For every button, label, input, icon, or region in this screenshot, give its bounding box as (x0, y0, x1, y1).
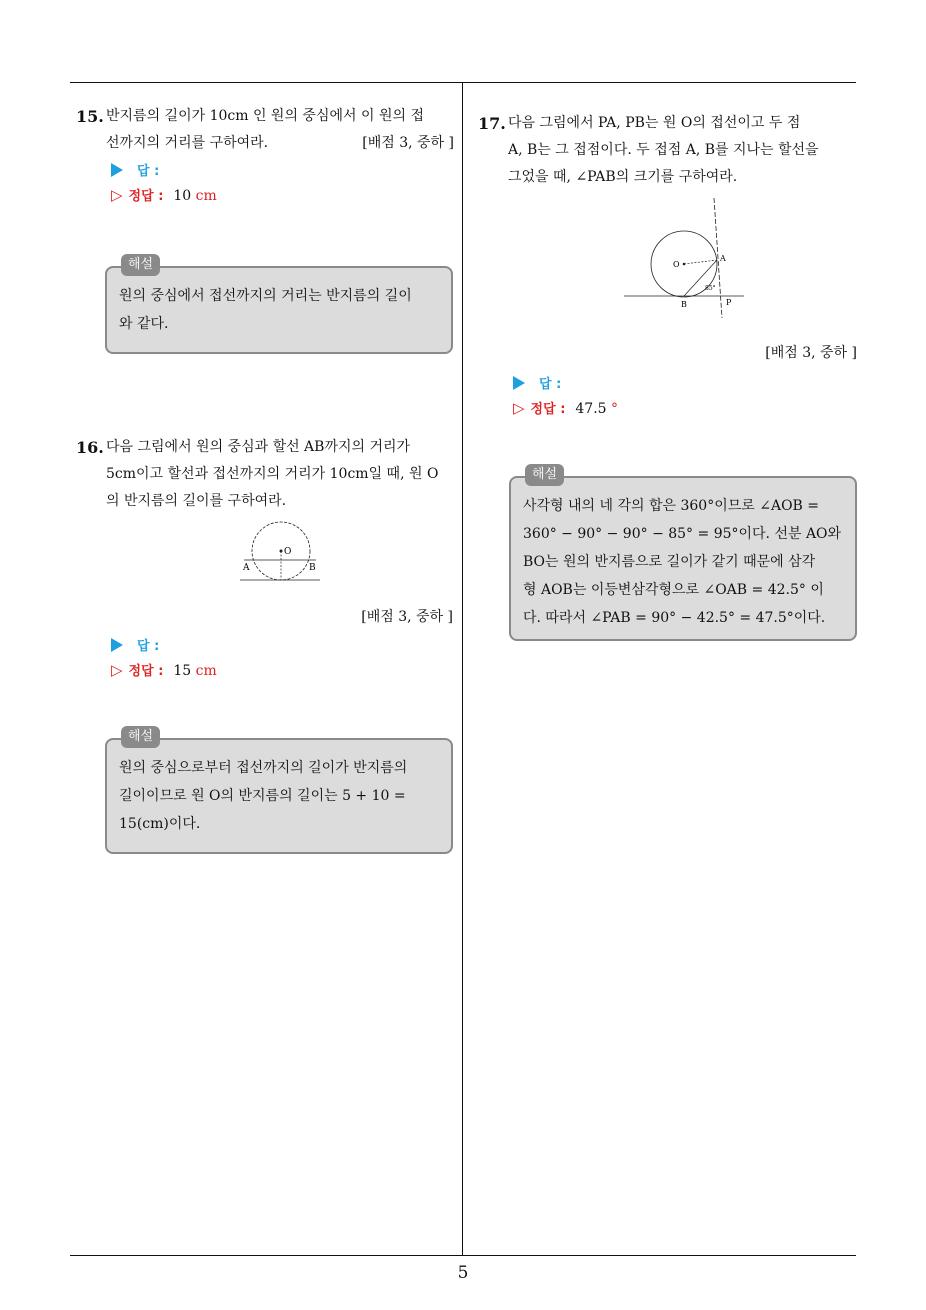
answer-value: 47.5 (575, 401, 607, 417)
solution-line: 형 AOB는 이등변삼각형으로 ∠OAB = 42.5° 이 (523, 582, 824, 598)
score-label: [배점 3, 중하 ] (361, 609, 453, 625)
solution-tag: 해설 (525, 464, 564, 486)
correct-label: 정답 : (530, 402, 566, 417)
label-o: O (673, 260, 680, 269)
triangle-outline-icon: ▷ (513, 399, 525, 417)
center-point (683, 263, 686, 266)
page-number: 5 (457, 1263, 469, 1283)
problem-number: 17. (478, 114, 506, 133)
solution-line: 길이이므로 원 O의 반지름의 길이는 5 + 10 = (119, 788, 406, 804)
solution-line: 다. 따라서 ∠PAB = 90° − 42.5° = 47.5°이다. (523, 610, 826, 626)
solution-line: 원의 중심으로부터 접선까지의 길이가 반지름의 (119, 760, 408, 776)
right-answers-17 (478, 372, 858, 420)
play-icon (513, 376, 525, 390)
figure-17 (622, 198, 746, 320)
bottom-rule (70, 1255, 856, 1256)
problem-text (106, 103, 454, 157)
problem-line: 반지름의 길이가 10cm 인 원의 중심에서 이 원의 접 (106, 108, 424, 124)
answer-unit: ° (606, 401, 619, 417)
left-column (76, 103, 454, 207)
correct-answer-row (513, 396, 858, 420)
answer-label: 답 : (137, 164, 160, 179)
correct-answer-row (111, 658, 454, 682)
answer-row (111, 159, 454, 183)
answer-value: 10 (173, 188, 192, 204)
play-icon (111, 163, 123, 177)
problem-line: 다음 그림에서 원의 중심과 할선 AB까지의 거리가 (106, 439, 411, 455)
left-column-lower (76, 434, 454, 515)
correct-label: 정답 : (128, 189, 164, 204)
problem-line: A, B는 그 접점이다. 두 접점 A, B를 지나는 할선을 (508, 142, 819, 158)
problem-16 (76, 434, 454, 515)
problem-line: 의 반지름의 길이를 구하여라. (106, 493, 287, 509)
label-b: B (309, 563, 316, 573)
solution-tag: 해설 (121, 726, 160, 748)
triangle-outline-icon: ▷ (111, 186, 123, 204)
solution-box-15 (105, 257, 453, 354)
problem-line: 선까지의 거리를 구하여라. (106, 135, 269, 151)
problem-text (508, 110, 858, 191)
label-b: B (681, 300, 687, 309)
answer-unit: cm (191, 663, 217, 679)
problem-line: 그었을 때, ∠PAB의 크기를 구하여라. (508, 169, 738, 185)
solution-tag: 해설 (121, 254, 160, 276)
answer-row (513, 372, 858, 396)
play-icon (111, 638, 123, 652)
solution-box-16 (105, 729, 453, 854)
column-divider (462, 83, 463, 1255)
problem-line: 5cm이고 할선과 접선까지의 거리가 10cm일 때, 원 O (106, 466, 439, 482)
radius-oa (684, 260, 717, 264)
top-rule (70, 82, 856, 83)
solution-line: 360° − 90° − 90° − 85° = 95°이다. 선분 AO와 (523, 526, 842, 542)
correct-label: 정답 : (128, 664, 164, 679)
answer-label: 답 : (137, 639, 160, 654)
problem-17 (478, 110, 858, 191)
problem-line: 다음 그림에서 PA, PB는 원 O의 접선이고 두 점 (508, 115, 801, 131)
problem-number: 16. (76, 438, 104, 457)
answer-row (111, 634, 454, 658)
answer-value: 15 (173, 663, 192, 679)
center-point (280, 550, 283, 553)
label-o: O (284, 547, 292, 557)
answer-label: 답 : (539, 377, 562, 392)
label-angle: 85° (705, 285, 716, 292)
figure-16 (236, 518, 326, 586)
problem-number: 15. (76, 107, 104, 126)
solution-line: 사각형 내의 네 각의 합은 360°이므로 ∠AOB = (523, 498, 820, 514)
triangle-outline-icon: ▷ (111, 661, 123, 679)
label-a: A (243, 563, 250, 573)
solution-line: 원의 중심에서 접선까지의 거리는 반지름의 길이 (119, 288, 412, 304)
score-label: [배점 3, 중하 ] (362, 135, 454, 151)
correct-answer-row (111, 183, 454, 207)
problem-text (106, 434, 454, 515)
answer-unit: cm (191, 188, 217, 204)
left-answers-16 (76, 634, 454, 682)
solution-box-17 (509, 467, 857, 641)
problem-15 (76, 103, 454, 157)
solution-line: 15(cm)이다. (119, 816, 201, 832)
score-label: [배점 3, 중하 ] (765, 345, 857, 361)
right-column (478, 110, 858, 191)
label-p: P (726, 298, 732, 307)
solution-line: BO는 원의 반지름으로 길이가 같기 때문에 삼각 (523, 554, 816, 570)
solution-line: 와 같다. (119, 316, 169, 332)
label-a: A (720, 254, 726, 263)
